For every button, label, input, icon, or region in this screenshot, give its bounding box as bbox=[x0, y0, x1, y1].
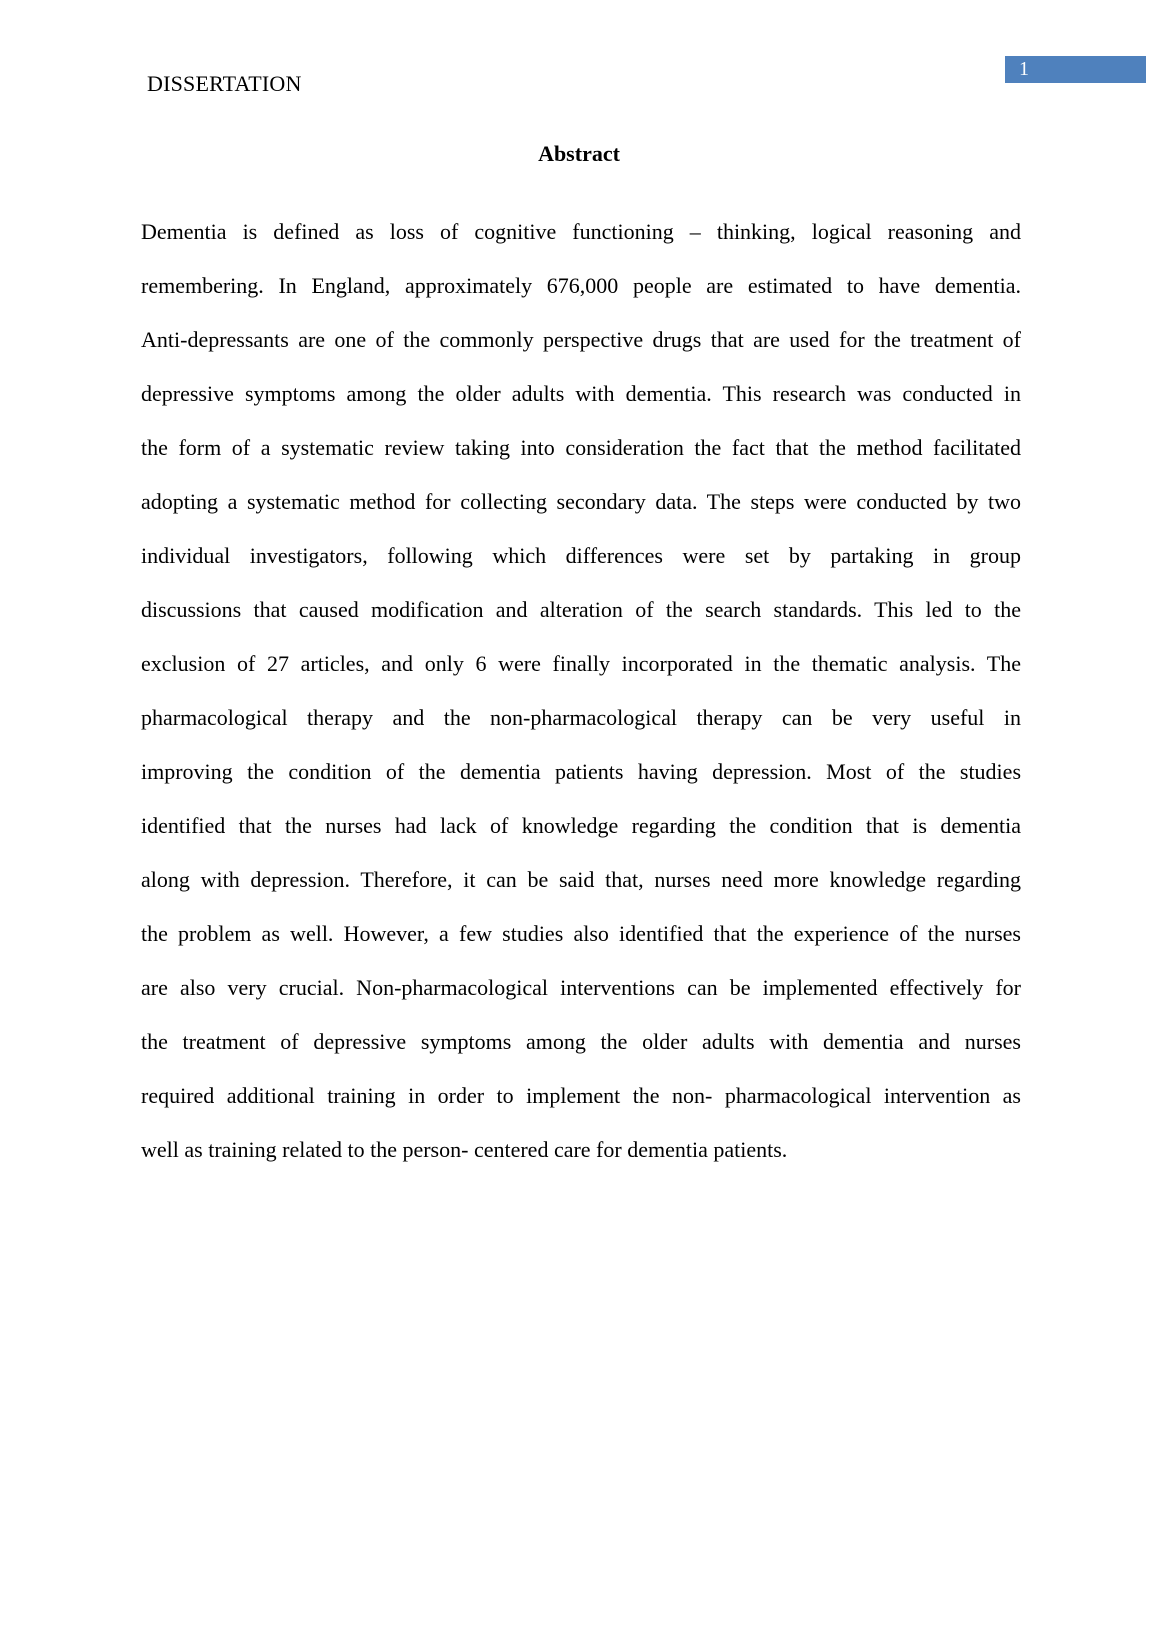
abstract-line: along with depression. Therefore, it can be said that, nurses need more knowledge regarding bbox=[141, 867, 1021, 892]
abstract-line: required additional training in order to implement the non- pharmacological intervention as bbox=[141, 1083, 1021, 1108]
abstract-heading: Abstract bbox=[538, 141, 620, 166]
abstract-line: Dementia is defined as loss of cognitive functioning – thinking, logical reasoning and bbox=[141, 219, 1021, 244]
abstract-line: adopting a systematic method for collecting secondary data. The steps were conducted by two bbox=[141, 489, 1021, 514]
abstract-line: improving the condition of the dementia patients having depression. Most of the studies bbox=[141, 759, 1021, 784]
abstract-line: exclusion of 27 articles, and only 6 were finally incorporated in the thematic analysis. The bbox=[141, 651, 1021, 676]
page-number-badge bbox=[1005, 56, 1146, 83]
abstract-line: are also very crucial. Non-pharmacological interventions can be implemented effectively for bbox=[141, 975, 1021, 1000]
abstract-line: identified that the nurses had lack of knowledge regarding the condition that is dementia bbox=[141, 813, 1021, 838]
abstract-line: the form of a systematic review taking into consideration the fact that the method facilitated bbox=[141, 435, 1021, 460]
abstract-line: the problem as well. However, a few studies also identified that the experience of the nurses bbox=[141, 921, 1021, 946]
abstract-line: discussions that caused modification and alteration of the search standards. This led to the bbox=[141, 597, 1021, 622]
abstract-line: individual investigators, following which differences were set by partaking in group bbox=[141, 543, 1021, 568]
abstract-line: Anti-depressants are one of the commonly perspective drugs that are used for the treatment of bbox=[141, 327, 1021, 352]
abstract-line: depressive symptoms among the older adults with dementia. This research was conducted in bbox=[141, 381, 1021, 406]
abstract-line: remembering. In England, approximately 676,000 people are estimated to have dementia. bbox=[141, 273, 1021, 298]
page-number: 1 bbox=[1019, 58, 1029, 80]
abstract-line: the treatment of depressive symptoms among the older adults with dementia and nurses bbox=[141, 1029, 1021, 1054]
running-head: DISSERTATION bbox=[147, 71, 302, 96]
abstract-line: pharmacological therapy and the non-pharmacological therapy can be very useful in bbox=[141, 705, 1021, 730]
abstract-line: well as training related to the person- centered care for dementia patients. bbox=[141, 1137, 788, 1162]
abstract-paragraph bbox=[141, 205, 1021, 1177]
